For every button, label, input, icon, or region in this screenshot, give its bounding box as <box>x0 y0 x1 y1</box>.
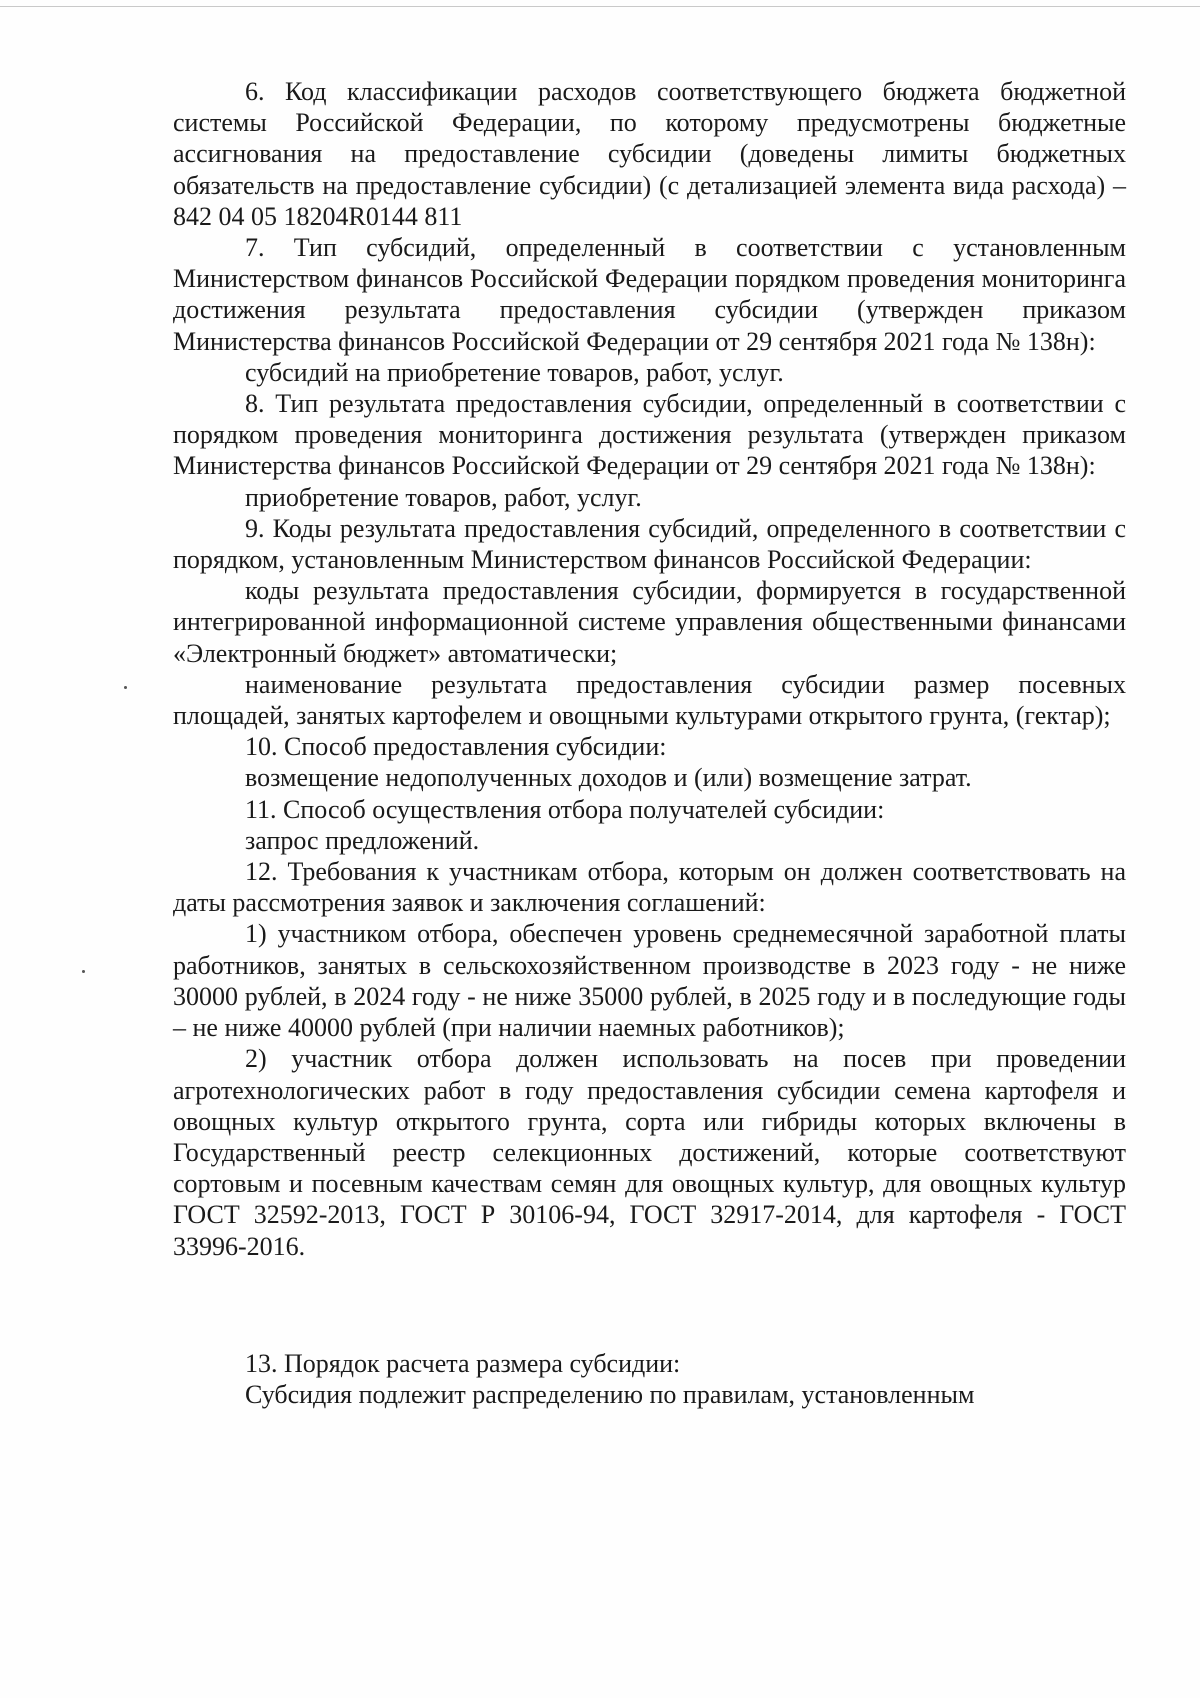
paragraph-12: 12. Требования к участникам отбора, которым он должен соответствовать на даты рассмотрения заявок и заключения соглашений: <box>173 857 1126 918</box>
paragraph-6: 6. Код классификации расходов соответствующего бюджета бюджетной системы Российской Федерации, по которому предусмотрены бюджетные ассигнования на предоставление субсидии (доведены лимиты бюджетных обязательств на предоставление субсидии) (с детализацией элемента вида расхода) – 842 04 05 18204R0144 811 <box>173 77 1126 231</box>
document-body <box>173 76 1126 1410</box>
paragraph-8-value: приобретение товаров, работ, услуг. <box>245 482 642 512</box>
scan-top-edge <box>0 6 1200 7</box>
paragraph-9-result-name: наименование результата предоставления субсидии размер посевных площадей, занятых картофелем и овощными культурами открытого грунта, (гектар); <box>173 669 1126 731</box>
paragraph-10-value: возмещение недополученных доходов и (или) возмещение затрат. <box>245 763 972 793</box>
paragraph-8: 8. Тип результата предоставления субсидии, определенный в соответствии с порядком проведения мониторинга достижения результата (утвержден приказом Министерства финансов Российской Федерации от 29 сентября 2021 года № 138н): <box>173 389 1126 481</box>
paragraph-9: 9. Коды результата предоставления субсидий, определенного в соответствии с порядком, установленным Министерством финансов Российской Федерации: <box>173 513 1126 575</box>
blank-space <box>173 1262 1126 1348</box>
paragraph-11-value: запрос предложений. <box>245 825 480 855</box>
paragraph-7-value: субсидий на приобретение товаров, работ, услуг. <box>245 357 784 387</box>
scan-speck <box>82 970 85 973</box>
paragraph-13-text: Субсидия подлежит распределению по правилам, установленным <box>245 1379 975 1409</box>
paragraph-10: 10. Способ предоставления субсидии: <box>245 732 667 762</box>
paragraph-11: 11. Способ осуществления отбора получателей субсидии: <box>245 794 885 824</box>
paragraph-12-item-2: 2) участник отбора должен использовать на посев при проведении агротехнологических работ в году предоставления субсидии семена картофеля и овощных культур открытого грунта, сорта или гибриды которых включены в Государственный реестр селекционных достижений, которые соответствуют сортовым и посевным качествам семян для овощных культур, для овощных культур ГОСТ 32592-2013, ГОСТ Р 30106-94, ГОСТ 32917-2014, для картофеля - ГОСТ 33996-2016. <box>173 1044 1126 1261</box>
paragraph-9-codes: коды результата предоставления субсидии, формируется в государственной интегрированной информационной системе управления общественными финансами «Электронный бюджет» автоматически; <box>173 576 1126 668</box>
paragraph-13: 13. Порядок расчета размера субсидии: <box>245 1348 681 1378</box>
paragraph-7: 7. Тип субсидий, определенный в соответствии с установленным Министерством финансов Российской Федерации порядком проведения мониторинга достижения результата предоставления субсидии (утвержден приказом Министерства финансов Российской Федерации от 29 сентября 2021 года № 138н): <box>173 233 1126 356</box>
scan-speck <box>124 686 127 689</box>
paragraph-12-item-1: 1) участником отбора, обеспечен уровень среднемесячной заработной платы работников, занятых в сельскохозяйственном производстве в 2023 году - не ниже 30000 рублей, в 2024 году - не ниже 35000 рублей, в 2025 году и в последующие годы – не ниже 40000 рублей (при наличии наемных работников); <box>173 919 1126 1043</box>
